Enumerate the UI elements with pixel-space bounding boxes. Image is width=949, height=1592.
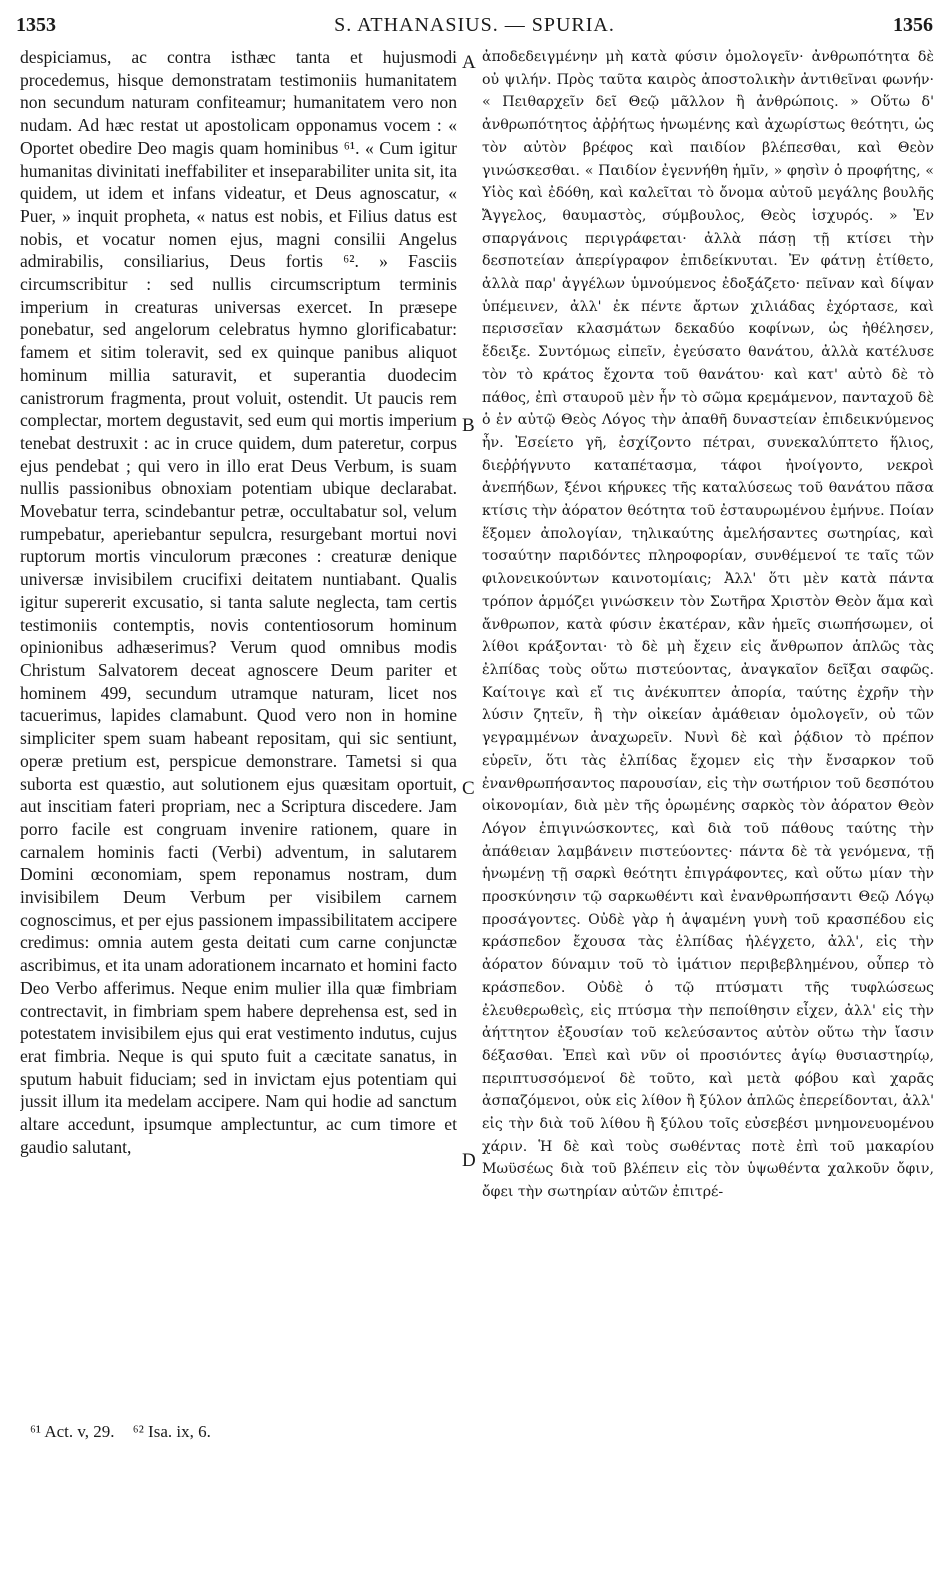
- page-number-right: 1356: [893, 14, 933, 36]
- margin-marker-d: D: [462, 1150, 476, 1171]
- greek-paragraph: ἀποδεδειγμένην μὴ κατὰ φύσιν ὁμολογεῖν· ἀνθρωπότητα δὲ οὐ ψιλήν. Πρὸς ταῦτα καιρὸς ἀποστολικὴν ἀντιθεῖναι φωνήν· « Πειθαρχεῖν δεῖ Θεῷ μᾶλλον ἢ ἀνθρώποις. » Οὕτω δ' ἀνθρωπότητος ἀῤῥήτως ἡνωμένης καὶ ἀχωρίστως θεότητι, ὡς τὸν αὐτὸν βρέφος καὶ παιδίον βλέπεσθαι, καὶ Θεὸν γινώσκεσθαι. « Παιδίον ἐγεννήθη ἡμῖν, » φησὶν ὁ προφήτης, « Υἱὸς καὶ ἐδόθη, καὶ καλεῖται τὸ ὄνομα αὐτοῦ μεγάλης βουλῆς Ἄγγελος, θαυμαστὸς, σύμβουλος, Θεὸς ἰσχυρός. » Ἐν σπαργάνοις περιγράφεται· ἀλλὰ πάσῃ τῇ κτίσει τὴν δεσποτείαν ἀπερίγραφον ἐπιδείκνυται. Ἐν φάτνῃ ἐτίθετο, ἀλλὰ παρ' ἀγγέλων ὑμνούμενος ἐδοξάζετο· πεῖναν καὶ δίψαν ὑπέμεινεν, ἀλλ' ἐκ πέντε ἄρτων χιλιάδας ἐχόρτασε, καὶ περισσεῖαν κλασμάτων δεκαδύο κοφίνων, ὡς ἠθέλησεν, ἔδειξε. Συντόμως εἰπεῖν, ἐγεύσατο θανάτου, ἀλλὰ κατέλυσε τὸν τὸ κράτος ἔχοντα τοῦ θανάτου· καὶ κατ' αὐτὸ δὲ τὸ πάθος, ἐπὶ σταυροῦ μὲν ἦν τὸ σῶμα κρεμάμενον, πανταχοῦ δὲ ὁ ἐν αὐτῷ Θεὸς Λόγος τὴν ἀπαθῆ δυναστείαν ἐπιδεικνύμενος ἦν. Ἐσείετο γῆ, ἐσχίζοντο πέτραι, συνεκαλύπτετο ἥλιος, διεῤῥήγνυτο καταπέτασμα, τάφοι ἠνοίγοντο, νεκροὶ ἀνεπήδων, ξένοι κήρυκες τῆς καταλύσεως τοῦ θανάτου πᾶσα κτίσις τὴν ἀόρατον θεότητα τοῦ ἐσταυρωμένου ἐμήνυε. Ποίαν ἕξομεν ἀπολογίαν, τηλικαύτης ἀμελήσαντες σωτηρίας, καὶ τοσαύτην παριδόντες πληροφορίαν, συνθέμενοί τε ταῖς τῶν φιλονεικούντων καινοτομίαις; Ἀλλ' ὅτι μὲν κατὰ πάντα τρόπον ἁρμόζει γινώσκειν τὸν Σωτῆρα Χριστὸν Θεὸν ἅμα καὶ ἄνθρωπον, κατὰ φύσιν ἑκατέραν, κἂν ἡμεῖς σιωπήσωμεν, οἱ λίθοι κράξονται· τὸ δὲ μὴ ἔχειν εἰς ἄνθρωπον ἁπλῶς τὰς ἐλπίδας τοὺς οὕτω πιστεύοντας, ἀναγκαῖον δεῖξαι σαφῶς. Καίτοιγε καὶ εἴ τις ἀνέκυπτεν ἀπορία, ταύτης ἐχρῆν τὴν λύσιν ζητεῖν, ἢ τὴν οἰκείαν ἀμάθειαν ὁμολογεῖν, οὐ τῶν γεγραμμένων ἀναχωρεῖν. Νυνὶ δὲ καὶ ῥᾴδιον τὸ πρέπον εὑρεῖν, ὅτι τὰς ἐλπίδας ἔχομεν εἰς τὴν ἔνσαρκον τοῦ ἐνανθρωπήσαντος παρουσίαν, εἰς τὴν σωτήριον τοῦ δεσπότου οἰκονομίαν, διὰ μὲν τῆς ὁρωμένης σαρκὸς τὸν ἀόρατον Θεὸν Λόγον ἐπιγινώσκοντες, καὶ διὰ τοῦ πάθους ταύτης τὴν ἀπάθειαν λαμβάνειν πιστεύοντες· πάντα δὲ τὰ γενόμενα, τῇ ἡνωμένῃ τῇ σαρκὶ θεότητι ἐπιγράφοντες, καὶ οὕτω μίαν τὴν προσκύνησιν τῷ σαρκωθέντι καὶ ἐνανθρωπήσαντι Θεῷ Λόγῳ προσάγοντες. Οὐδὲ γὰρ ἡ ἁψαμένη γυνὴ τοῦ κρασπέδου εἰς κράσπεδον ἔχουσα τὰς ἐλπίδας ἠλέγχετο, ἀλλ', εἰς τὴν ἀόρατον δύναμιν τοῦ τὸ ἱμάτιον περιβεβλημένου, οὗπερ τὸ κράσπεδον. Οὐδὲ ὁ τῷ πτύσματι τῆς τυφλώσεως ἐλευθερωθεὶς, εἰς πτύσμα τὴν πεποίθησιν εἶχεν, ἀλλ' εἰς τὴν ἀήττητον ἐξουσίαν τοῦ κελεύσαντος αὐτὸν οὕτω τὴν ἴασιν δέξασθαι. Ἐπεὶ καὶ νῦν οἱ προσιόντες ἁγίῳ θυσιαστηρίῳ, περιπτυσσόμενοί δὲ τοῦτο, καὶ μετὰ φόβου καὶ χαρᾶς ἀσπαζόμενοι, οὐκ εἰς λίθον ἢ ξύλον ἁπλῶς ἐπερείδονται, ἀλλ' εἰς τὴν διὰ τοῦ λίθου ἢ ξύλου τοῖς εὐσεβέσι μνημονευομένου χάριν. Ἡ δὲ καὶ τοὺς σωθέντας ποτὲ ἐπὶ τοῦ μακαρίου Μωϋσέως διὰ τοῦ βλέπειν εἰς τὸν ὑψωθέντα χαλκοῦν ὄφιν, ὄφει τὴν σωτηρίαν αὐτῶν ἐπιτρέ-: [482, 49, 934, 1201]
- margin-marker-c: C: [462, 778, 475, 799]
- running-title: S. ATHANASIUS. — SPURIA.: [334, 14, 615, 36]
- margin-marker-a: A: [462, 52, 476, 73]
- page-number-left: 1353: [16, 14, 56, 36]
- footnote-62: ⁶² Isa. ix, 6.: [132, 1422, 211, 1441]
- footnote-61: ⁶¹ Act. v, 29.: [30, 1422, 115, 1441]
- margin-marker-b: B: [462, 415, 475, 436]
- running-header: [16, 14, 933, 44]
- footnotes: [30, 1422, 630, 1442]
- latin-column: [20, 46, 457, 1386]
- latin-paragraph: despiciamus, ac contra isthæc tanta et hujusmodi procedemus, hisque demonstratam testimoniis humanitatem non secundum naturam confiteamur; humanitatem vero non nudam. Ad hæc restat ut apostolicam opponamus vocem : « Oportet obedire Deo magis quam hominibus ⁶¹. « Cum igitur humanitas divinitati ineffabiliter et inseparabiliter unita sit, ita quidem, ut idem et infans videatur, et Deus agnoscatur, « Puer, » inquit propheta, « natus est nobis, et Filius datus est nobis, et vocatur nomen ejus, magni consilii Angelus admirabilis, consiliarius, Deus fortis ⁶². » Fasciis circumscribitur : sed nullis circumscriptum terminis imperium in creaturas universas exercet. In præsepe ponebatur, sed angelorum celebratus hymno glorificabatur: famem et sitim toleravit, sed ex quinque panibus aliquot hominum millia saturavit, et superantia duodecim canistrorum fragmenta, prout voluit, ostendit. Ut paucis rem complectar, mortem degustavit, sed eum qui mortis imperium tenebat destruxit : ac in cruce quidem, dum pateretur, corpus ejus pendebat ; qui vero in illo erat Deus Verbum, is suam nullis passionibus obnoxiam potentiam ubique declarabat. Movebatur terra, scindebantur petræ, occultabatur sol, velum rumpebatur, aperiebantur sepulcra, resurgebant mortui novi ruptorum mortis vinculorum præcones : creaturæ denique universæ invisibilem crucifixi deitatem nuntiabant. Qualis igitur supererit excusatio, si tanta salute neglecta, tam certis testimoniis contemptis, novis contentiosorum hominum opinionibus adhæserimus? Verum quod omnibus modis Christum Salvatorem deceat agnoscere Deum pariter et hominem 499, secundum utramque naturam, licet nos tacuerimus, lapides clamabunt. Quod vero non in homine simpliciter spem suam habeant repositam, qui sic sentiunt, operæ pretium est, perspicue demonstrare. Tametsi si qua suborta est quæstio, aut solutionem ejus quæsitam oportuit, aut inscitiam fateri propriam, nec a Scriptura discedere. Jam porro facile est congruam invenire rationem, quare in carnalem hominis facti (Verbi) adventum, in salutarem Domini œconomiam, spem reponamus nostram, dum invisibilem Deum Verbum per visibilem carnem cognoscimus, et per ejus passionem impassibilitatem accipere credimus: omnia autem gesta deitati cum carne conjunctæ ascribimus, et ita unam adorationem incarnato et homini facto Deo Verbo afferimus. Neque enim mulier illa quæ fimbriam contrectavit, in fimbriam spem habere deprehensa est, sed in potestatem invisibilem ejus qui erat vestimento indutus, cujus erat fimbria. Neque is qui sputo fuit a cæcitate sanatus, in sputum habuit fiduciam; sed in invictam ejus potentiam qui jussit illum ita medelam accipere. Nam qui hodie ad sanctum altare accedunt, ipsumque amplectuntur, ac cum timore et gaudio salutant,: [20, 47, 457, 1157]
- greek-column: [482, 46, 934, 1386]
